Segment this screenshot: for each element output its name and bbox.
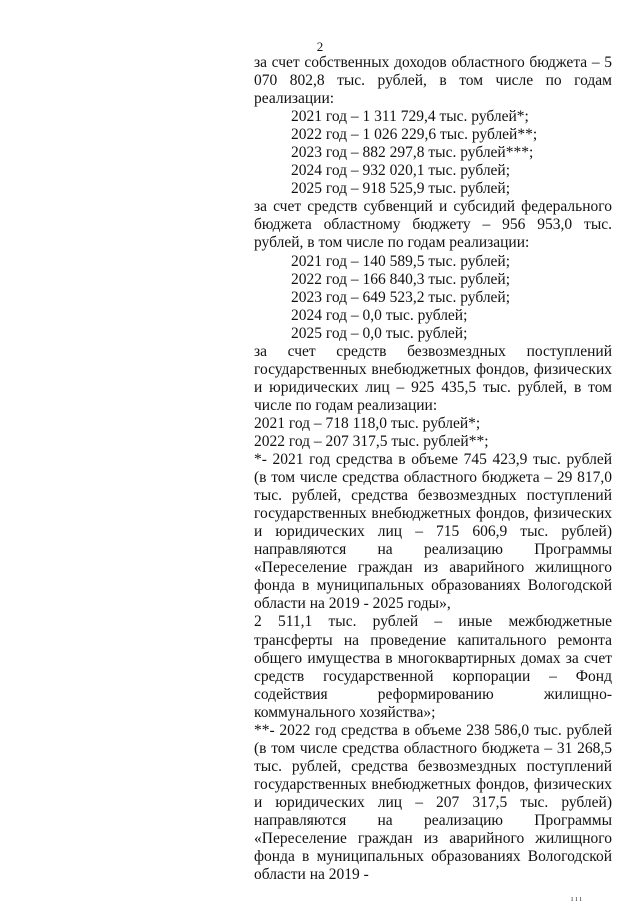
paragraph: 2 511,1 тыс. рублей – иные межбюджетные трансферты на проведение капитального ремонта общего имущества в многоквартирных домах за счет средств государственной корпорации – Фонд содействия реформированию жилищно-коммунального хозяйства»; [254,613,612,721]
paragraph: 2024 год – 932 020,1 тыс. рублей; [291,162,511,180]
page-number: 2 [316,39,324,54]
paragraph: 2023 год – 649 523,2 тыс. рублей; [291,288,511,306]
paragraph: 2022 год – 207 317,5 тыс. рублей**; [254,432,489,450]
paragraph: **- 2022 год средства в объеме 238 586,0 тыс. рублей (в том числе средства областного бюджета – 31 268,5 тыс. рублей, средства безвозмездных поступлений государственных внебюджетных фондов, физических и юридических лиц – 207 317,5 тыс. рублей) направляются на реализацию Программы «Переселение граждан из аварийного жилищного фонда в муниципальных образованиях Вологодской области на 2019 - [254,721,612,884]
paragraph: *- 2021 год средства в объеме 745 423,9 тыс. рублей (в том числе средства областного бюджета – 29 817,0 тыс. рублей, средства безвозмездных поступлений государственных внебюджетных фондов, физических и юридических лиц – 715 606,9 тыс. рублей) направляются на реализацию Программы «Переселение граждан из аварийного жилищного фонда в муниципальных образованиях Вологодской области на 2019 - 2025 годы», [254,451,612,613]
paragraph: 2023 год – 882 297,8 тыс. рублей***; [291,144,534,162]
paragraph: за счет средств безвозмездных поступлений государственных внебюджетных фондов, физических и юридических лиц – 925 435,5 тыс. рублей, в том числе по годам реализации: [254,342,612,414]
corner-scan-mark: ı ı ı [571,894,582,903]
paragraph: за счет средств субвенций и субсидий федерального бюджета областному бюджету – 956 953,0 тыс. рублей, в том числе по годам реализации: [254,198,612,252]
paragraph: за счет собственных доходов областного бюджета – 5 070 802,8 тыс. рублей, в том числе по годам реализации: [254,54,612,108]
paragraph: 2025 год – 918 525,9 тыс. рублей; [291,180,511,198]
paragraph: 2022 год – 166 840,3 тыс. рублей; [291,270,511,288]
paragraph: 2021 год – 1 311 729,4 тыс. рублей*; [291,108,529,126]
paragraph: 2025 год – 0,0 тыс. рублей; [291,324,468,342]
paragraph: 2021 год – 140 589,5 тыс. рублей; [291,252,511,270]
paragraph: 2022 год – 1 026 229,6 тыс. рублей**; [291,126,538,144]
document-body [254,54,612,884]
paragraph: 2021 год – 718 118,0 тыс. рублей*; [254,414,481,432]
paragraph: 2024 год – 0,0 тыс. рублей; [291,306,468,324]
